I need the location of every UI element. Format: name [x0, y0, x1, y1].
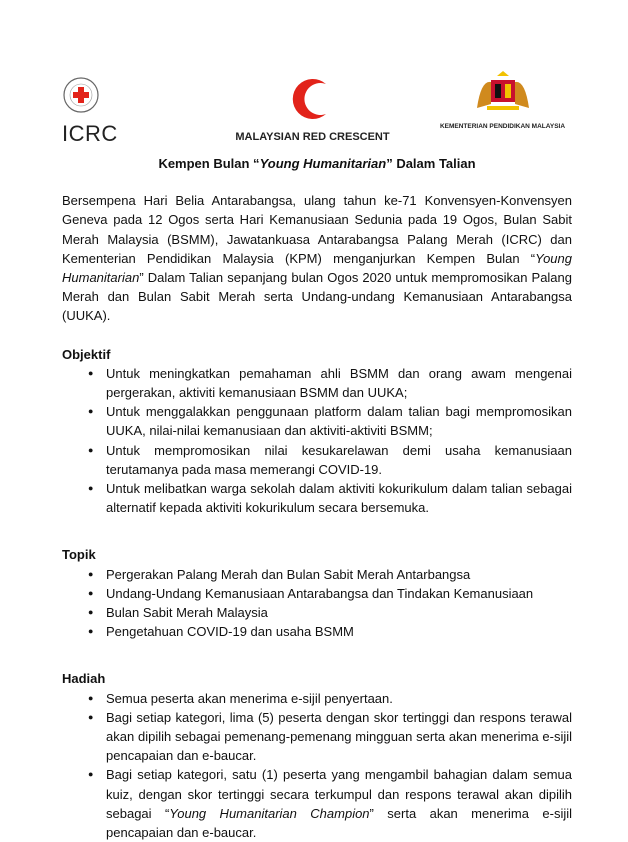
list-item: ● Bagi setiap kategori, lima (5) peserta dengan skor tertinggi dan respons terawal akan dipilih sebagai pemenang-pemenang mingguan serta akan menerima e-sijil pencapaian dan e-baucar. [106, 708, 572, 766]
list-item: ● Untuk menggalakkan penggunaan platform dalam talian bagi mempromosikan UUKA, nilai-nilai kemanusiaan dan aktiviti-aktiviti BSMM; [106, 402, 572, 440]
list-item: ● Bagi setiap kategori, satu (1) peserta yang mengambil bahagian dalam semua kuiz, dengan skor tertinggi secara terkumpul dan respons terawal akan dipilih sebagai “Young Humanitarian Champion” serta akan menerima e-sijil pencapaian dan e-baucar. [106, 765, 572, 842]
mrc-logo [225, 76, 400, 143]
hadiah-list [62, 689, 572, 842]
page-title: Kempen Bulan “Young Humanitarian” Dalam Talian [158, 156, 476, 171]
list-item: ● Untuk mempromosikan nilai kesukarelawan demi usaha kemanusiaan terutamanya pada masa memerangi COVID-19. [106, 441, 572, 479]
intro-paragraph: Bersempena Hari Belia Antarabangsa, ulang tahun ke-71 Konvensyen-Konvensyen Geneva pada 12 Ogos serta Hari Kemanusiaan Sedunia pada 19 Ogos, Bulan Sabit Merah Malaysia (BSMM), Jawatankuasa Antarabangsa Palang Merah (ICRC) dan Kementerian Pendidikan Malaysia (KPM) menganjurkan Kempen Bulan “Young Humanitarian” Dalam Talian sepanjang bulan Ogos 2020 untuk mempromosikan Palang Merah dan Bulan Sabit Merah serta Undang-undang Kemanusiaan Antarabangsa (UUKA). [62, 193, 572, 324]
list-item: ● Pengetahuan COVID-19 dan usaha BSMM [106, 622, 572, 641]
coat-of-arms-icon [473, 70, 533, 114]
list-item: ● Bulan Sabit Merah Malaysia [106, 603, 572, 622]
icrc-text: ICRC [62, 121, 118, 146]
document-body [62, 154, 572, 842]
topik-list [62, 565, 572, 642]
icrc-logo [62, 76, 132, 147]
icrc-emblem-icon [62, 76, 100, 114]
list-item: ● Semua peserta akan menerima e-sijil penyertaan. [106, 689, 572, 708]
hadiah-heading: Hadiah [62, 671, 106, 687]
kpm-logo [435, 70, 570, 130]
list-item: ● Untuk melibatkan warga sekolah dalam aktiviti kokurikulum dalam talian sebagai alternatif kepada aktiviti kokurikulum secara bersemuka. [106, 479, 572, 517]
list-item: ● Untuk meningkatkan pemahaman ahli BSMM dan orang awam mengenai pergerakan, aktiviti kemanusiaan BSMM dan UUKA; [106, 364, 572, 402]
topik-heading: Topik [62, 547, 96, 563]
red-crescent-icon [290, 76, 336, 122]
objektif-list [62, 364, 572, 518]
logo-header [0, 70, 628, 146]
list-item: ● Pergerakan Palang Merah dan Bulan Sabit Merah Antarbangsa [106, 565, 572, 584]
list-item: ● Undang-Undang Kemanusiaan Antarabangsa dan Tindakan Kemanusiaan [106, 584, 572, 603]
mrc-text: MALAYSIAN RED CRESCENT [235, 131, 390, 143]
objektif-heading: Objektif [62, 346, 111, 362]
kpm-text: KEMENTERIAN PENDIDIKAN MALAYSIA [439, 123, 566, 130]
